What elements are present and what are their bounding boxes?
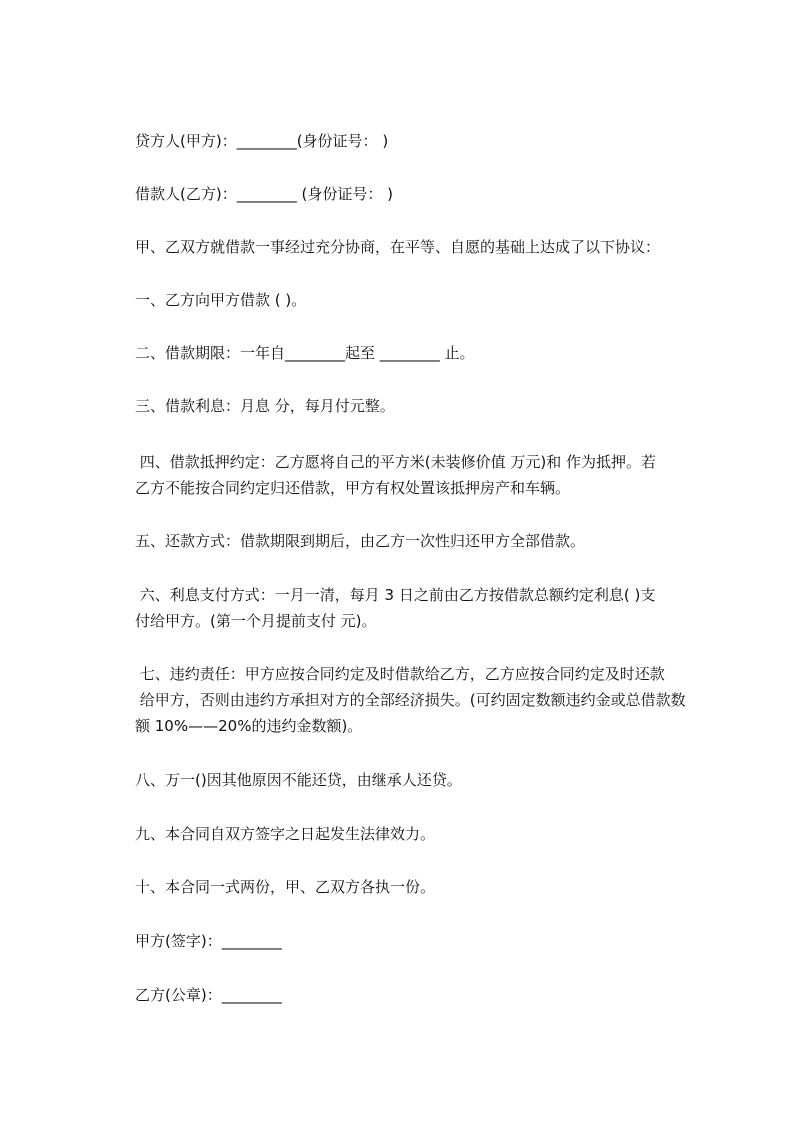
clause-5: 五、还款方式：借款期限到期后，由乙方一次性归还甲方全部借款。 bbox=[135, 532, 586, 550]
signature-party-b: 乙方(公章)：________ bbox=[135, 986, 282, 1004]
clause-3: 三、借款利息：月息 分，每月付元整。 bbox=[135, 397, 395, 415]
clause-7-line-1: 七、违约责任：甲方应按合同约定及时借款给乙方，乙方应按合同约定及时还款 bbox=[135, 665, 665, 683]
clause-6-line-1: 六、利息支付方式：一月一清，每月 3 日之前由乙方按借款总额约定利息( )支 bbox=[135, 586, 656, 604]
clause-10: 十、本合同一式两份，甲、乙双方各执一份。 bbox=[135, 878, 436, 896]
clause-7-line-3: 额 10%——20%的违约金数额)。 bbox=[135, 717, 363, 735]
clause-4-line-1: 四、借款抵押约定：乙方愿将自己的平方米(未装修价值 万元)和 作为抵押。若 bbox=[135, 453, 657, 471]
clause-9: 九、本合同自双方签字之日起发生法律效力。 bbox=[135, 825, 436, 843]
clause-6 bbox=[135, 582, 710, 634]
lender-line: 贷方人(甲方)：________(身份证号： ) bbox=[135, 132, 389, 150]
clause-6-line-2: 付给甲方。(第一个月提前支付 元)。 bbox=[135, 612, 377, 630]
signature-party-a: 甲方(签字)：________ bbox=[135, 932, 282, 950]
borrower-line: 借款人(乙方)：________ (身份证号： ) bbox=[135, 185, 393, 203]
clause-4-line-2: 乙方不能按合同约定归还借款，甲方有权处置该抵押房产和车辆。 bbox=[135, 479, 571, 497]
clause-7-line-2: 给甲方，否则由违约方承担对方的全部经济损失。(可约固定数额违约金或总借款数 bbox=[135, 691, 686, 709]
clause-4 bbox=[135, 449, 710, 501]
clause-1: 一、乙方向甲方借款 ( )。 bbox=[135, 291, 307, 309]
preamble-line: 甲、乙双方就借款一事经过充分协商，在平等、自愿的基础上达成了以下协议： bbox=[135, 238, 661, 256]
clause-2: 二、借款期限：一年自________起至 ________ 止。 bbox=[135, 344, 475, 362]
clause-7 bbox=[135, 661, 710, 739]
clause-8: 八、万一()因其他原因不能还贷，由继承人还贷。 bbox=[135, 771, 462, 789]
